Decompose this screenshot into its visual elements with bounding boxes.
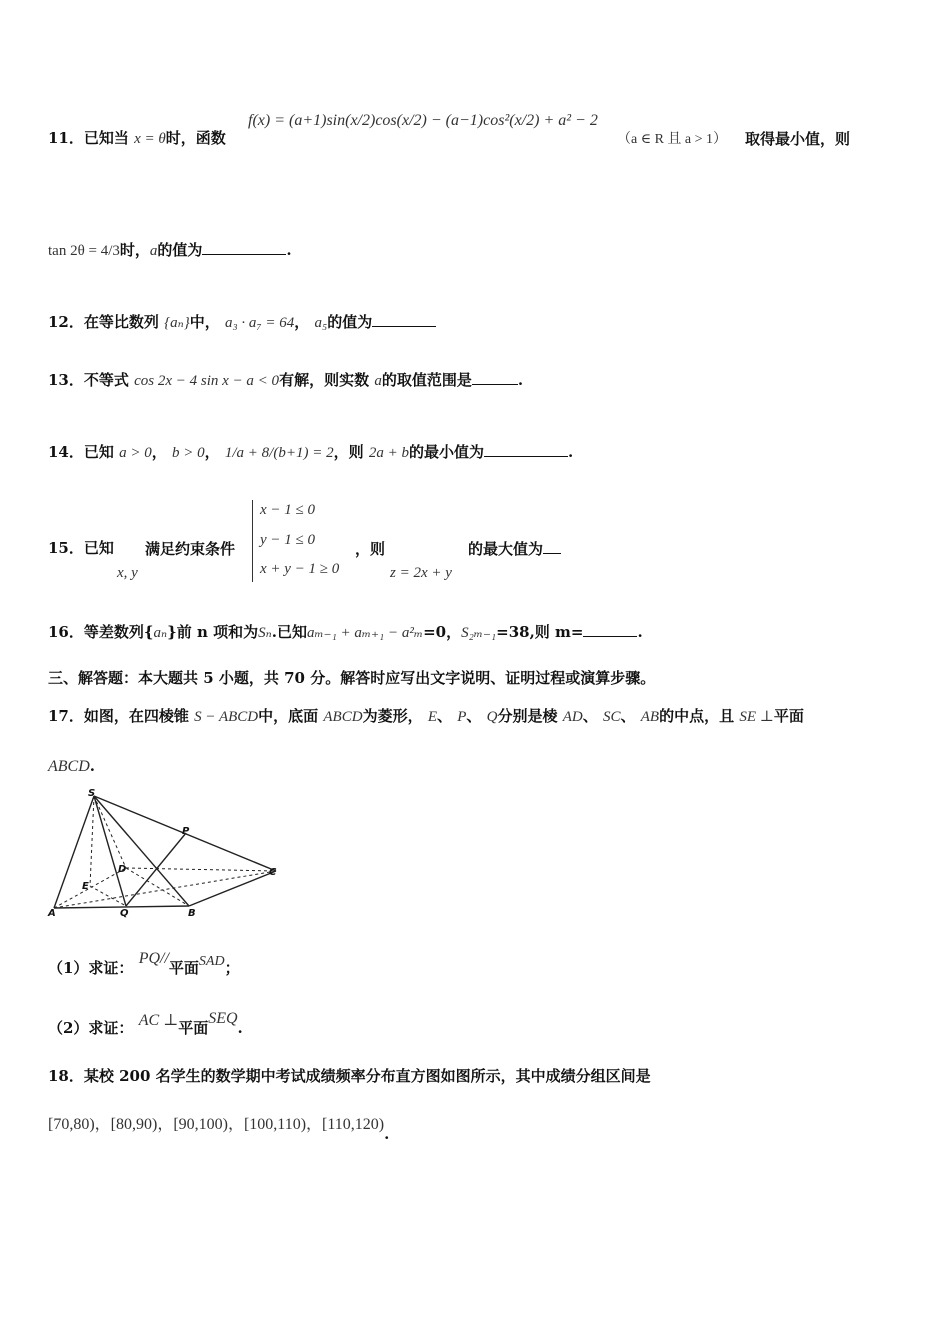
answer-blank-15[interactable] xyxy=(543,539,561,554)
question-13: 13．不等式 cos 2x − 4 sin x − a < 0有解，则实数 a的取值范围是 . xyxy=(48,371,524,389)
edge-BC xyxy=(189,871,276,906)
label-A: A xyxy=(48,908,56,918)
segment-SE xyxy=(90,796,94,886)
edge-DC xyxy=(126,868,276,871)
question-11: 11．已知当 x = θ时，函数 xyxy=(48,129,226,147)
question-12: 12．在等比数列 {aₙ}中， a₃ · a₇ = 64， a₅的值为 xyxy=(48,312,436,333)
q15-vars: x, y xyxy=(117,565,138,581)
answer-blank-16[interactable] xyxy=(583,622,637,637)
q11-tan: tan 2θ = 4/3 xyxy=(48,243,120,259)
question-18-intervals: [70,80)，[80,90)，[90,100)，[100,110)，[110,120). xyxy=(48,1116,390,1143)
pyramid-figure xyxy=(46,786,286,918)
label-B: B xyxy=(188,908,196,918)
question-17-part-2: （2）求证： AC ⊥平面SEQ. xyxy=(48,1010,243,1037)
section-3-heading: 三、解答题：本大题共 5 小题，共 70 分。解答时应写出文字说明、证明过程或演算步骤。 xyxy=(48,669,656,687)
question-16: 16．等差数列{aₙ}前 n 项和为Sₙ.已知aₘ₋₁ + aₘ₊₁ − a²ₘ=0，S₂ₘ₋₁=38,则 m= . xyxy=(48,623,643,641)
label-C: C xyxy=(269,867,277,878)
question-17: 17．如图，在四棱锥 S − ABCD中，底面 ABCD为菱形， E、 P、 Q分别是棱 AD、 SC、 AB的中点，且 SE ⊥平面 xyxy=(48,707,804,725)
q12-seq: {aₙ} xyxy=(164,315,190,331)
q15-objective: z = 2x + y xyxy=(390,565,452,581)
q11-condition: x = θ xyxy=(134,131,166,147)
label-P: P xyxy=(182,826,190,837)
edge-SQ xyxy=(94,796,126,906)
label-E: E xyxy=(82,881,89,892)
answer-blank-13[interactable] xyxy=(472,370,518,385)
q15-constraint-1: x − 1 ≤ 0 xyxy=(260,502,316,518)
question-14: 14．已知 a > 0， b > 0， 1/a + 8/(b+1) = 2，则 2a + b的最小值为 . xyxy=(48,443,574,461)
answer-blank-14[interactable] xyxy=(484,442,568,457)
q14-equation: 1/a + 8/(b+1) = 2 xyxy=(224,445,334,461)
q11-domain: （a ∈ R 且 a > 1） xyxy=(617,132,728,147)
q15-constraint-3: x + y − 1 ≥ 0 xyxy=(260,561,340,577)
edge-SB xyxy=(94,796,189,906)
q13-ineq: cos 2x − 4 sin x − a < 0 xyxy=(134,373,280,389)
label-S: S xyxy=(88,788,96,799)
question-15: 15．已知 xyxy=(48,539,114,557)
answer-blank-12[interactable] xyxy=(372,312,436,327)
question-17-part-1: （1）求证： PQ//平面SAD； xyxy=(48,950,240,977)
question-17-cont: ABCD. xyxy=(48,757,96,775)
label-D: D xyxy=(118,864,127,875)
q15-constraint-2: y − 1 ≤ 0 xyxy=(260,532,316,548)
answer-blank-11[interactable] xyxy=(202,240,286,255)
q12-target: a₅ xyxy=(314,315,328,331)
q11-function: f(x) = (a+1)sin(x/2)cos(x/2) − (a−1)cos²(x/2) + a² − 2 xyxy=(248,112,598,129)
q12-cond: a₃ · a₇ = 64 xyxy=(224,315,295,331)
q15-brace xyxy=(252,500,257,582)
question-18: 18．某校 200 名学生的数学期中考试成绩频率分布直方图如图所示，其中成绩分组区间是 xyxy=(48,1067,651,1085)
q16-equation: aₘ₋₁ + aₘ₊₁ − a²ₘ xyxy=(306,625,424,641)
question-11-cont: tan 2θ = 4/3时，a的值为 . xyxy=(48,241,292,259)
label-Q: Q xyxy=(120,908,129,918)
q11-tail: 取得最小值，则 xyxy=(745,130,851,148)
